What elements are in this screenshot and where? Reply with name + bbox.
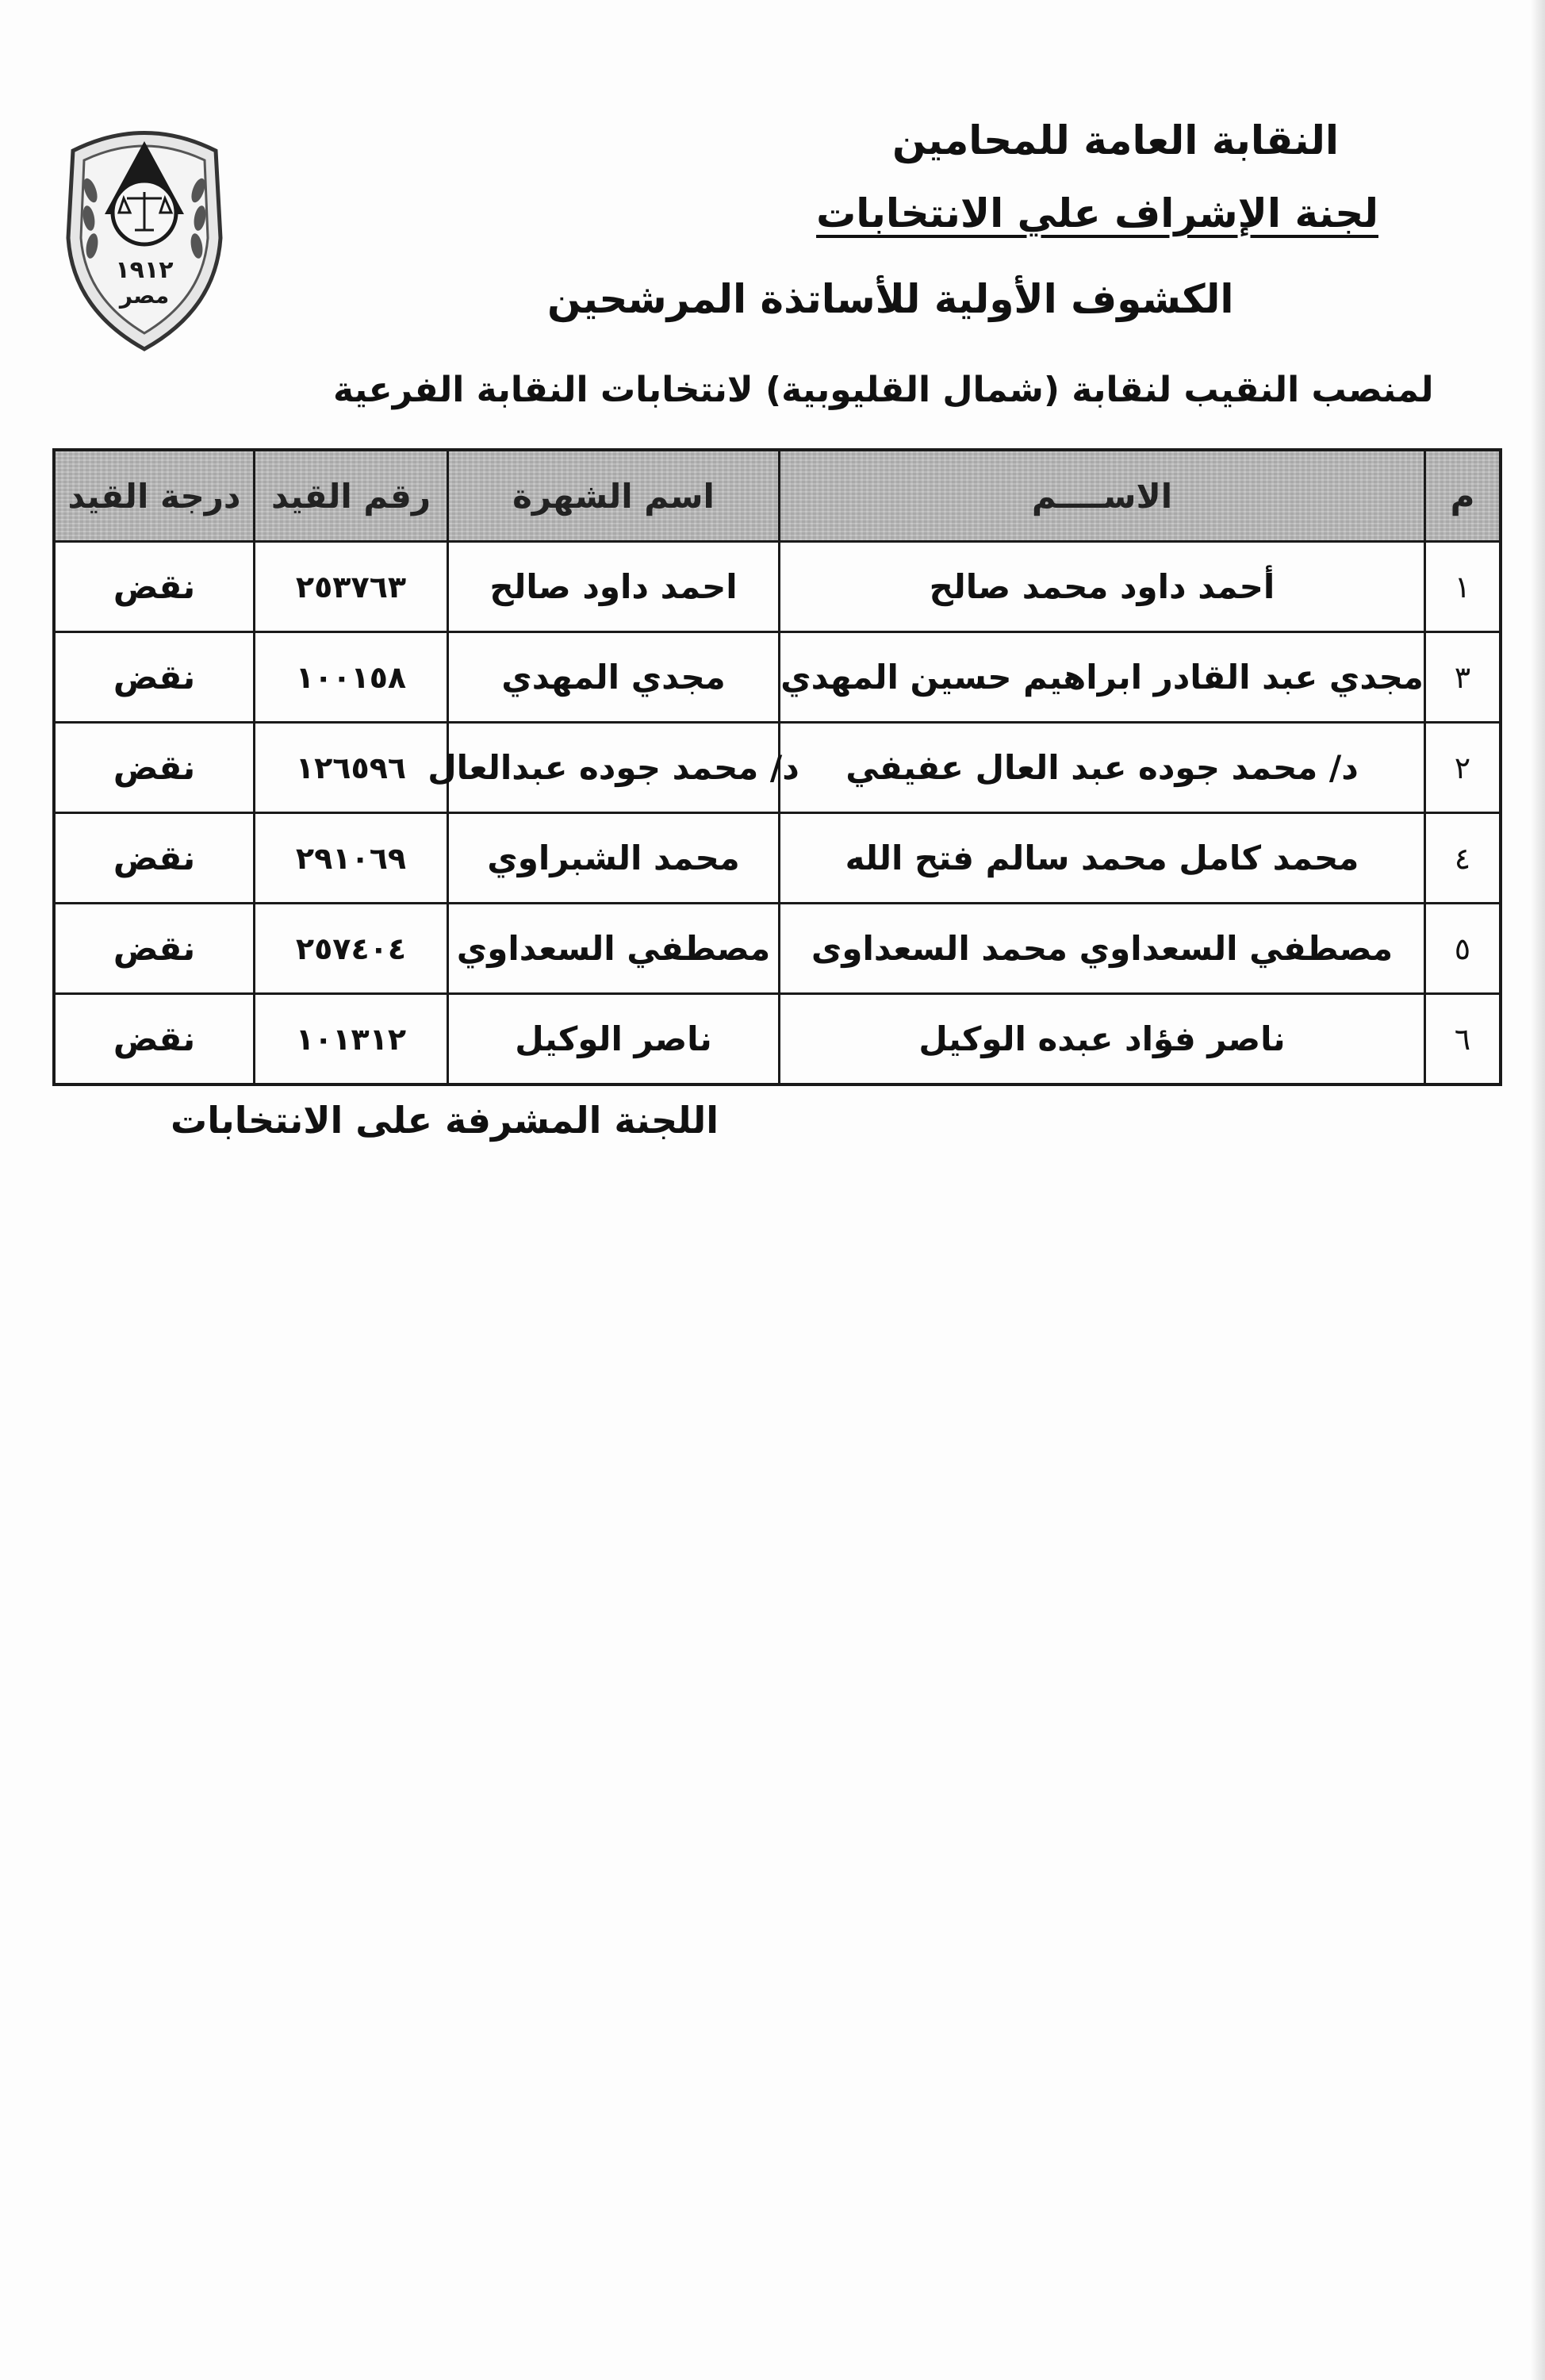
list-subtitle: لمنصب النقيب لنقابة (شمال القليوبية) لانتخابات النقابة الفرعية <box>333 370 1434 410</box>
row-known-as: محمد الشبراوي <box>449 814 780 902</box>
table-row <box>56 631 1499 721</box>
list-title: الكشوف الأولية للأساتذة المرشحين <box>547 276 1234 322</box>
row-grade: نقض <box>56 995 255 1083</box>
row-num: ٦ <box>1454 1021 1471 1057</box>
row-num: ١ <box>1454 569 1471 605</box>
organization-title: النقابة العامة للمحامين <box>891 117 1339 163</box>
row-grade: نقض <box>56 543 255 631</box>
row-known-as: احمد داود صالح <box>449 543 780 631</box>
row-name: د/ محمد جوده عبد العال عفيفي <box>780 724 1426 812</box>
row-reg-no: ١٢٦٥٩٦ <box>255 724 449 812</box>
emblem-country: مصر <box>119 282 170 309</box>
header-name: الاســــم <box>780 451 1426 540</box>
row-known-as: ناصر الوكيل <box>449 995 780 1083</box>
row-num: ٢ <box>1454 750 1471 785</box>
row-reg-no: ١٠١٣١٢ <box>255 995 449 1083</box>
table-header-row <box>56 451 1499 540</box>
row-name: مصطفي السعداوي محمد السعداوى <box>780 904 1426 992</box>
table-row <box>56 812 1499 902</box>
bar-association-emblem-icon <box>57 119 232 357</box>
row-name: أحمد داود محمد صالح <box>780 543 1426 631</box>
row-num: ٣ <box>1454 659 1471 695</box>
header-num: م <box>1450 476 1475 516</box>
header-reg-no: رقم القيد <box>255 451 449 540</box>
row-reg-no: ٢٥٧٤٠٤ <box>255 904 449 992</box>
row-grade: نقض <box>56 814 255 902</box>
row-known-as: د/ محمد جوده عبدالعال <box>449 724 780 812</box>
row-name: محمد كامل محمد سالم فتح الله <box>780 814 1426 902</box>
table-row <box>56 540 1499 631</box>
row-grade: نقض <box>56 724 255 812</box>
committee-title: لجنة الإشراف علي الانتخابات <box>816 190 1378 236</box>
scan-edge-shadow <box>1531 0 1545 2380</box>
table-row <box>56 721 1499 812</box>
candidates-table <box>52 448 1502 1086</box>
row-num: ٥ <box>1454 931 1471 966</box>
row-reg-no: ٢٩١٠٦٩ <box>255 814 449 902</box>
header-grade: درجة القيد <box>56 451 255 540</box>
table-row <box>56 992 1499 1083</box>
row-num: ٤ <box>1454 840 1471 876</box>
row-grade: نقض <box>56 633 255 721</box>
header-known-as: اسم الشهرة <box>449 451 780 540</box>
row-known-as: مصطفي السعداوي <box>449 904 780 992</box>
emblem-year: ١٩١٢ <box>115 256 174 284</box>
row-name: مجدي عبد القادر ابراهيم حسين المهدي <box>780 633 1426 721</box>
row-known-as: مجدي المهدي <box>449 633 780 721</box>
row-name: ناصر فؤاد عبده الوكيل <box>780 995 1426 1083</box>
table-row <box>56 902 1499 992</box>
supervising-committee-signature: اللجنة المشرفة على الانتخابات <box>171 1099 719 1142</box>
row-reg-no: ٢٥٣٧٦٣ <box>255 543 449 631</box>
row-grade: نقض <box>56 904 255 992</box>
row-reg-no: ١٠٠١٥٨ <box>255 633 449 721</box>
